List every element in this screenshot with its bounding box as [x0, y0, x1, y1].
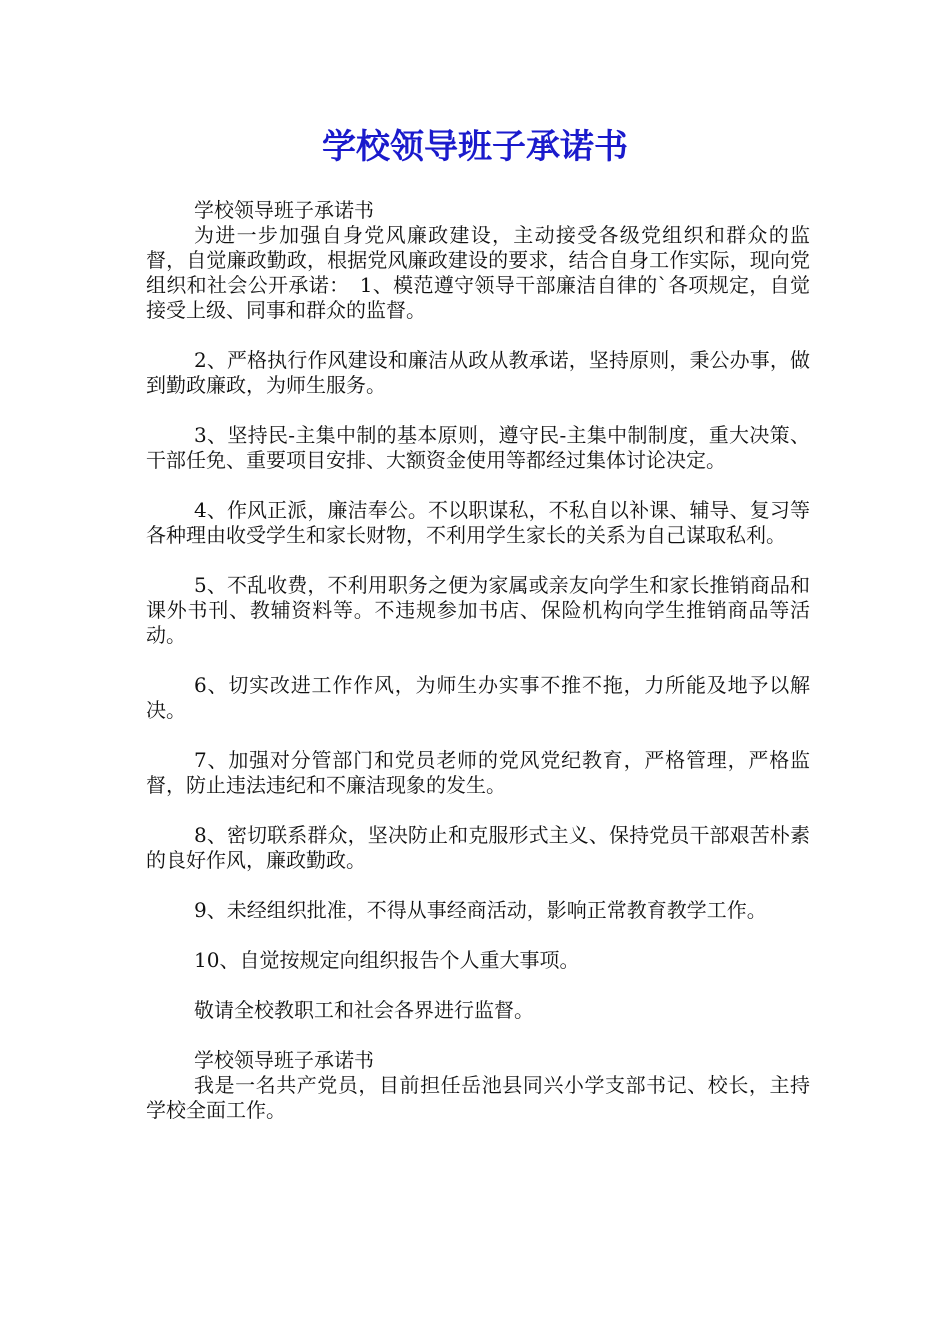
paragraph-item-3: 3、坚持民-主集中制的基本原则，遵守民-主集中制制度，重大决策、干部任免、重要项目安排、大额资金使用等都经过集体讨论决定。 — [146, 423, 810, 472]
paragraph-item-4: 4、作风正派，廉洁奉公。不以职谋私，不私自以补课、辅导、复习等各种理由收受学生和家长财物，不利用学生家长的关系为自己谋取私利。 — [146, 498, 810, 547]
paragraph-spacer — [146, 473, 810, 498]
paragraph-subtitle-2: 学校领导班子承诺书 — [194, 1048, 374, 1072]
paragraph-personal-intro: 我是一名共产党员，目前担任岳池县同兴小学支部书记、校长，主持学校全面工作。 — [146, 1073, 810, 1122]
paragraph-item-5: 5、不乱收费，不利用职务之便为家属或亲友向学生和家长推销商品和课外书刊、教辅资料等。不违规参加书店、保险机构向学生推销商品等活动。 — [146, 573, 810, 647]
paragraph-spacer — [146, 648, 810, 673]
paragraph-spacer — [146, 548, 810, 573]
paragraph-item-8: 8、密切联系群众，坚决防止和克服形式主义、保持党员干部艰苦朴素的良好作风，廉政勤政。 — [146, 823, 810, 872]
paragraph-item-7: 7、加强对分管部门和党员老师的党风党纪教育，严格管理，严格监督，防止违法违纪和不廉洁现象的发生。 — [146, 748, 810, 797]
paragraph-spacer — [146, 1023, 810, 1048]
paragraph-spacer — [146, 923, 810, 948]
paragraph-item-6: 6、切实改进工作作风，为师生办实事不推不拖，力所能及地予以解决。 — [146, 673, 810, 722]
paragraph-item-10: 10、自觉按规定向组织报告个人重大事项。 — [194, 948, 580, 972]
paragraph-spacer — [146, 723, 810, 748]
paragraph-intro-and-item-1: 为进一步加强自身党风廉政建设，主动接受各级党组织和群众的监督，自觉廉政勤政，根据党风廉政建设的要求，结合自身工作实际，现向党组织和社会公开承诺： 1、模范遵守领导干部廉洁自律的`各项规定，自觉接受上级、同事和群众的监督。 — [146, 223, 810, 322]
paragraph-spacer — [146, 873, 810, 898]
paragraph-spacer — [146, 798, 810, 823]
document-body — [146, 198, 810, 1123]
paragraph-item-9: 9、未经组织批准，不得从事经商活动，影响正常教育教学工作。 — [194, 898, 767, 922]
paragraph-spacer — [146, 398, 810, 423]
paragraph-spacer — [146, 323, 810, 348]
document-title: 学校领导班子承诺书 — [322, 127, 628, 167]
paragraph-subtitle-1: 学校领导班子承诺书 — [194, 198, 374, 222]
paragraph-spacer — [146, 973, 810, 998]
paragraph-item-2: 2、严格执行作风建设和廉洁从政从教承诺，坚持原则，秉公办事，做到勤政廉政，为师生服务。 — [146, 348, 810, 397]
paragraph-closing: 敬请全校教职工和社会各界进行监督。 — [194, 998, 534, 1022]
